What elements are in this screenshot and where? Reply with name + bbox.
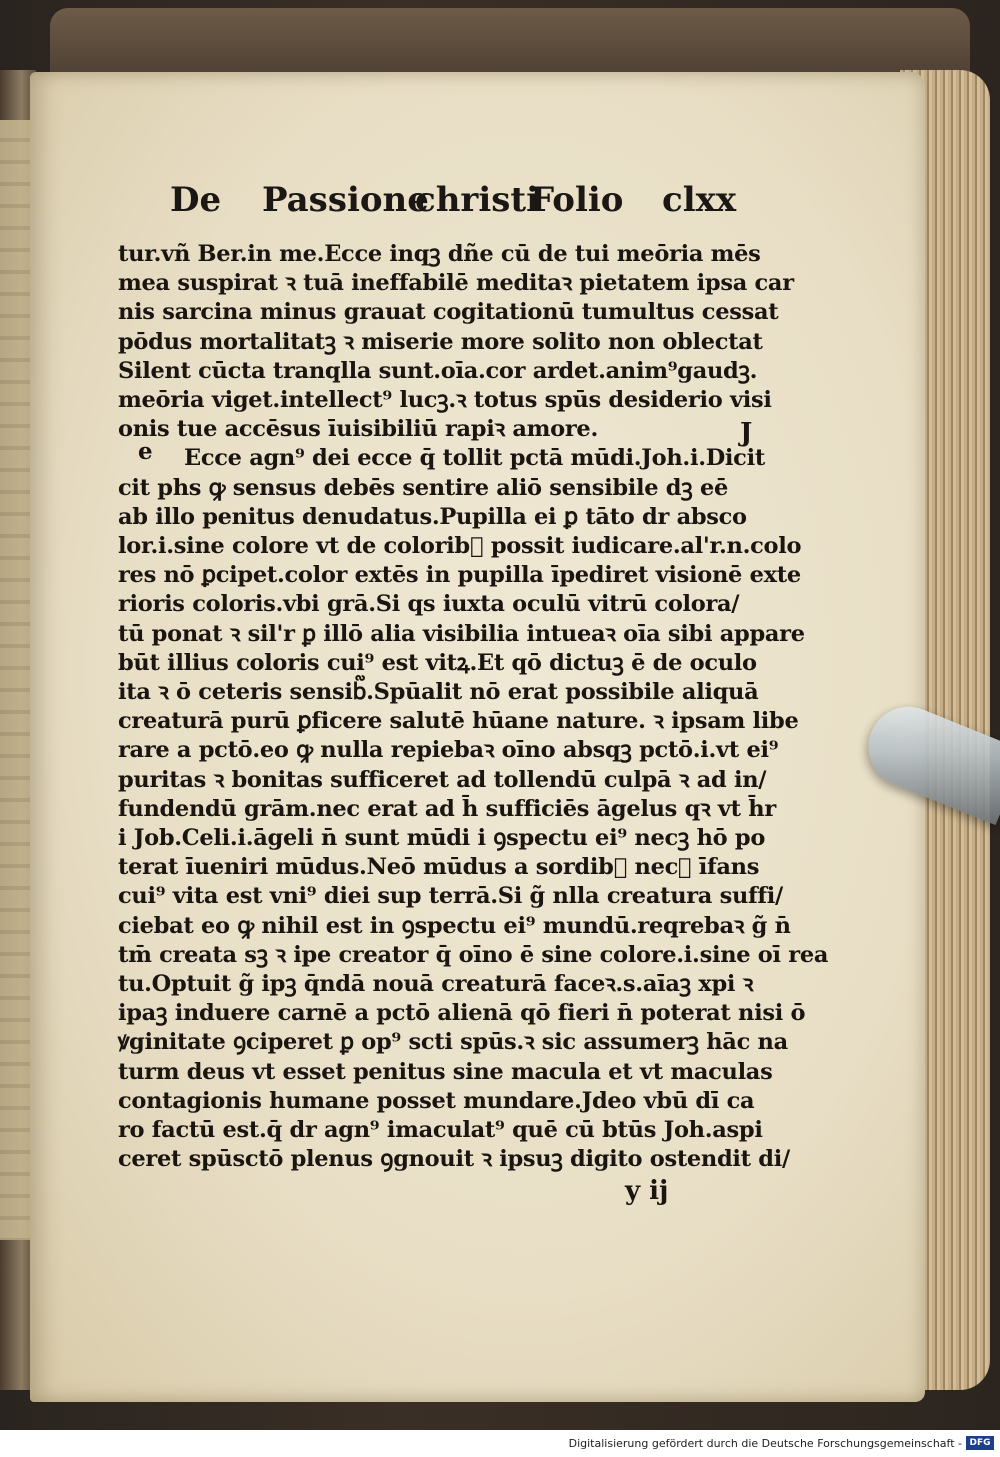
text-line: creaturā purū ꝑficere salutē hūane nature. ꝛ ipsam libe [118, 708, 799, 735]
text-line: rare a pctō.eo ꝙ nulla repiebaꝛ oīno absqꝫ pctō.i.vt ei⁹ [118, 737, 779, 764]
text-line: turm deus vt esset penitus sine macula et vt maculas [118, 1058, 773, 1085]
funding-credit: Digitalisierung gefördert durch die Deutsche Forschungsgemeinschaft - [568, 1437, 962, 1450]
text-line: ab illo penitus denudatus.Pupilla ei ꝑ tāto dr absco [118, 503, 747, 530]
text-line: ro factū est.q̄ dr agn⁹ imaculat⁹ quē cū btūs Joh.aspi [118, 1117, 763, 1144]
text-line: ipaꝫ induere carnē a pctō alienā qō fieri n̄ poterat nisi ō [118, 1000, 806, 1027]
text-line: rioris coloris.vbi grā.Si qs iuxta oculū vitrū colora/ [118, 591, 740, 618]
text-line: onis tue accēsus īuisibiliū rapiꝛ amore. [118, 416, 598, 443]
header-word-3: christi [415, 180, 540, 220]
header-word-1: De [170, 180, 222, 220]
text-line: meōria viget.intellect⁹ lucꝫ.ꝛ totus spūs desiderio visi [118, 387, 772, 414]
text-line: lor.i.sine colore vt de colorib᷑ possit iudicare.al'r.n.colo [118, 533, 802, 560]
text-line: cui⁹ vita est vni⁹ diei sup terrā.Si g̃ nlla creatura suffi/ [118, 883, 783, 910]
text-line: cit phs ꝙ sensus debēs sentire aliō sensibile dꝫ eē [118, 474, 728, 501]
text-line: puritas ꝛ bonitas sufficeret ad tollendū culpā ꝛ ad in/ [118, 766, 767, 793]
text-line: res nō ꝑcipet.color extēs in pupilla īpediret visionē exte [118, 562, 801, 589]
text-line: tm̄ creata sꝫ ꝛ ipe creator q̄ oīno ē sine colore.i.sine oī rea [118, 941, 829, 968]
text-line: mea suspirat ꝛ tuā ineffabilē meditaꝛ pietatem ipsa car [118, 270, 794, 297]
text-line: Silent cūcta tranqlla sunt.oīa.cor ardet.anim⁹gaudꝫ. [118, 357, 758, 384]
text-line: ceret spūsctō plenus ꝯgnouit ꝛ ipsuꝫ digito ostendit di/ [118, 1146, 790, 1173]
facing-page-strip [0, 120, 34, 1240]
text-line: ciebat eo ꝙ nihil est in ꝯspectu ei⁹ mundū.reqrebaꝛ g̃ n̄ [118, 912, 791, 939]
header-word-4: Folio [530, 180, 624, 220]
text-line: contagionis humane posset mundare.Jdeo vbū dī ca [118, 1087, 755, 1114]
footer-bar [0, 1430, 1000, 1457]
text-line: Ecce agn⁹ dei ecce q̄ tollit pctā mūdi.Joh.i.Dicit [184, 445, 765, 472]
text-line: pōdus mortalitatꝫ ꝛ miserie more solito non oblectat [118, 328, 763, 355]
text-line: fundendū grām.nec erat ad h̄ sufficiēs āgelus qꝛ vt h̄r [118, 795, 776, 822]
text-line: tū ponat ꝛ sil'r ꝑ illō alia visibilia intueaꝛ oīa sibi appare [118, 620, 805, 647]
header-word-2: Passione [262, 180, 429, 220]
text-line: ꝟginitate ꝯciperet ꝑ op⁹ scti spūs.ꝛ sic assumerꝫ hāc na [118, 1029, 788, 1056]
text-line: ita ꝛ ō ceteris sensib᷑.Spūalit nō erat possibile aliquā [118, 679, 759, 706]
text-line: tur.vñ Ber.in me.Ecce inqꝫ dñe cū de tui meōria mēs [118, 241, 761, 267]
text-line: terat īueniri mūdus.Neō mūdus a sordib᷑ necꝫ īfans [118, 854, 760, 881]
text-line: nis sarcina minus grauat cogitationū tumultus cessat [118, 299, 779, 326]
running-header [170, 180, 740, 236]
dfg-logo: DFG [966, 1436, 994, 1450]
text-line: būt illius coloris cui⁹ est vitꝝ.Et qō dictuꝫ ē de oculo [118, 649, 757, 676]
text-line: i Job.Celi.i.āgeli n̄ sunt mūdi i ꝯspectu ei⁹ necꝫ hō po [118, 825, 766, 852]
signature-mark: y ij [625, 1176, 669, 1206]
marginal-letter-left: e [138, 438, 153, 465]
book-cover-top [50, 8, 970, 78]
page-body-text [118, 240, 829, 1175]
folio-number: clxx [662, 180, 737, 220]
marginal-letter-right: J [740, 418, 753, 448]
text-line: tu.Optuit g̃ ipꝫ q̄ndā nouā creaturā faceꝛ.s.aīaꝫ xpi ꝛ [118, 971, 754, 998]
